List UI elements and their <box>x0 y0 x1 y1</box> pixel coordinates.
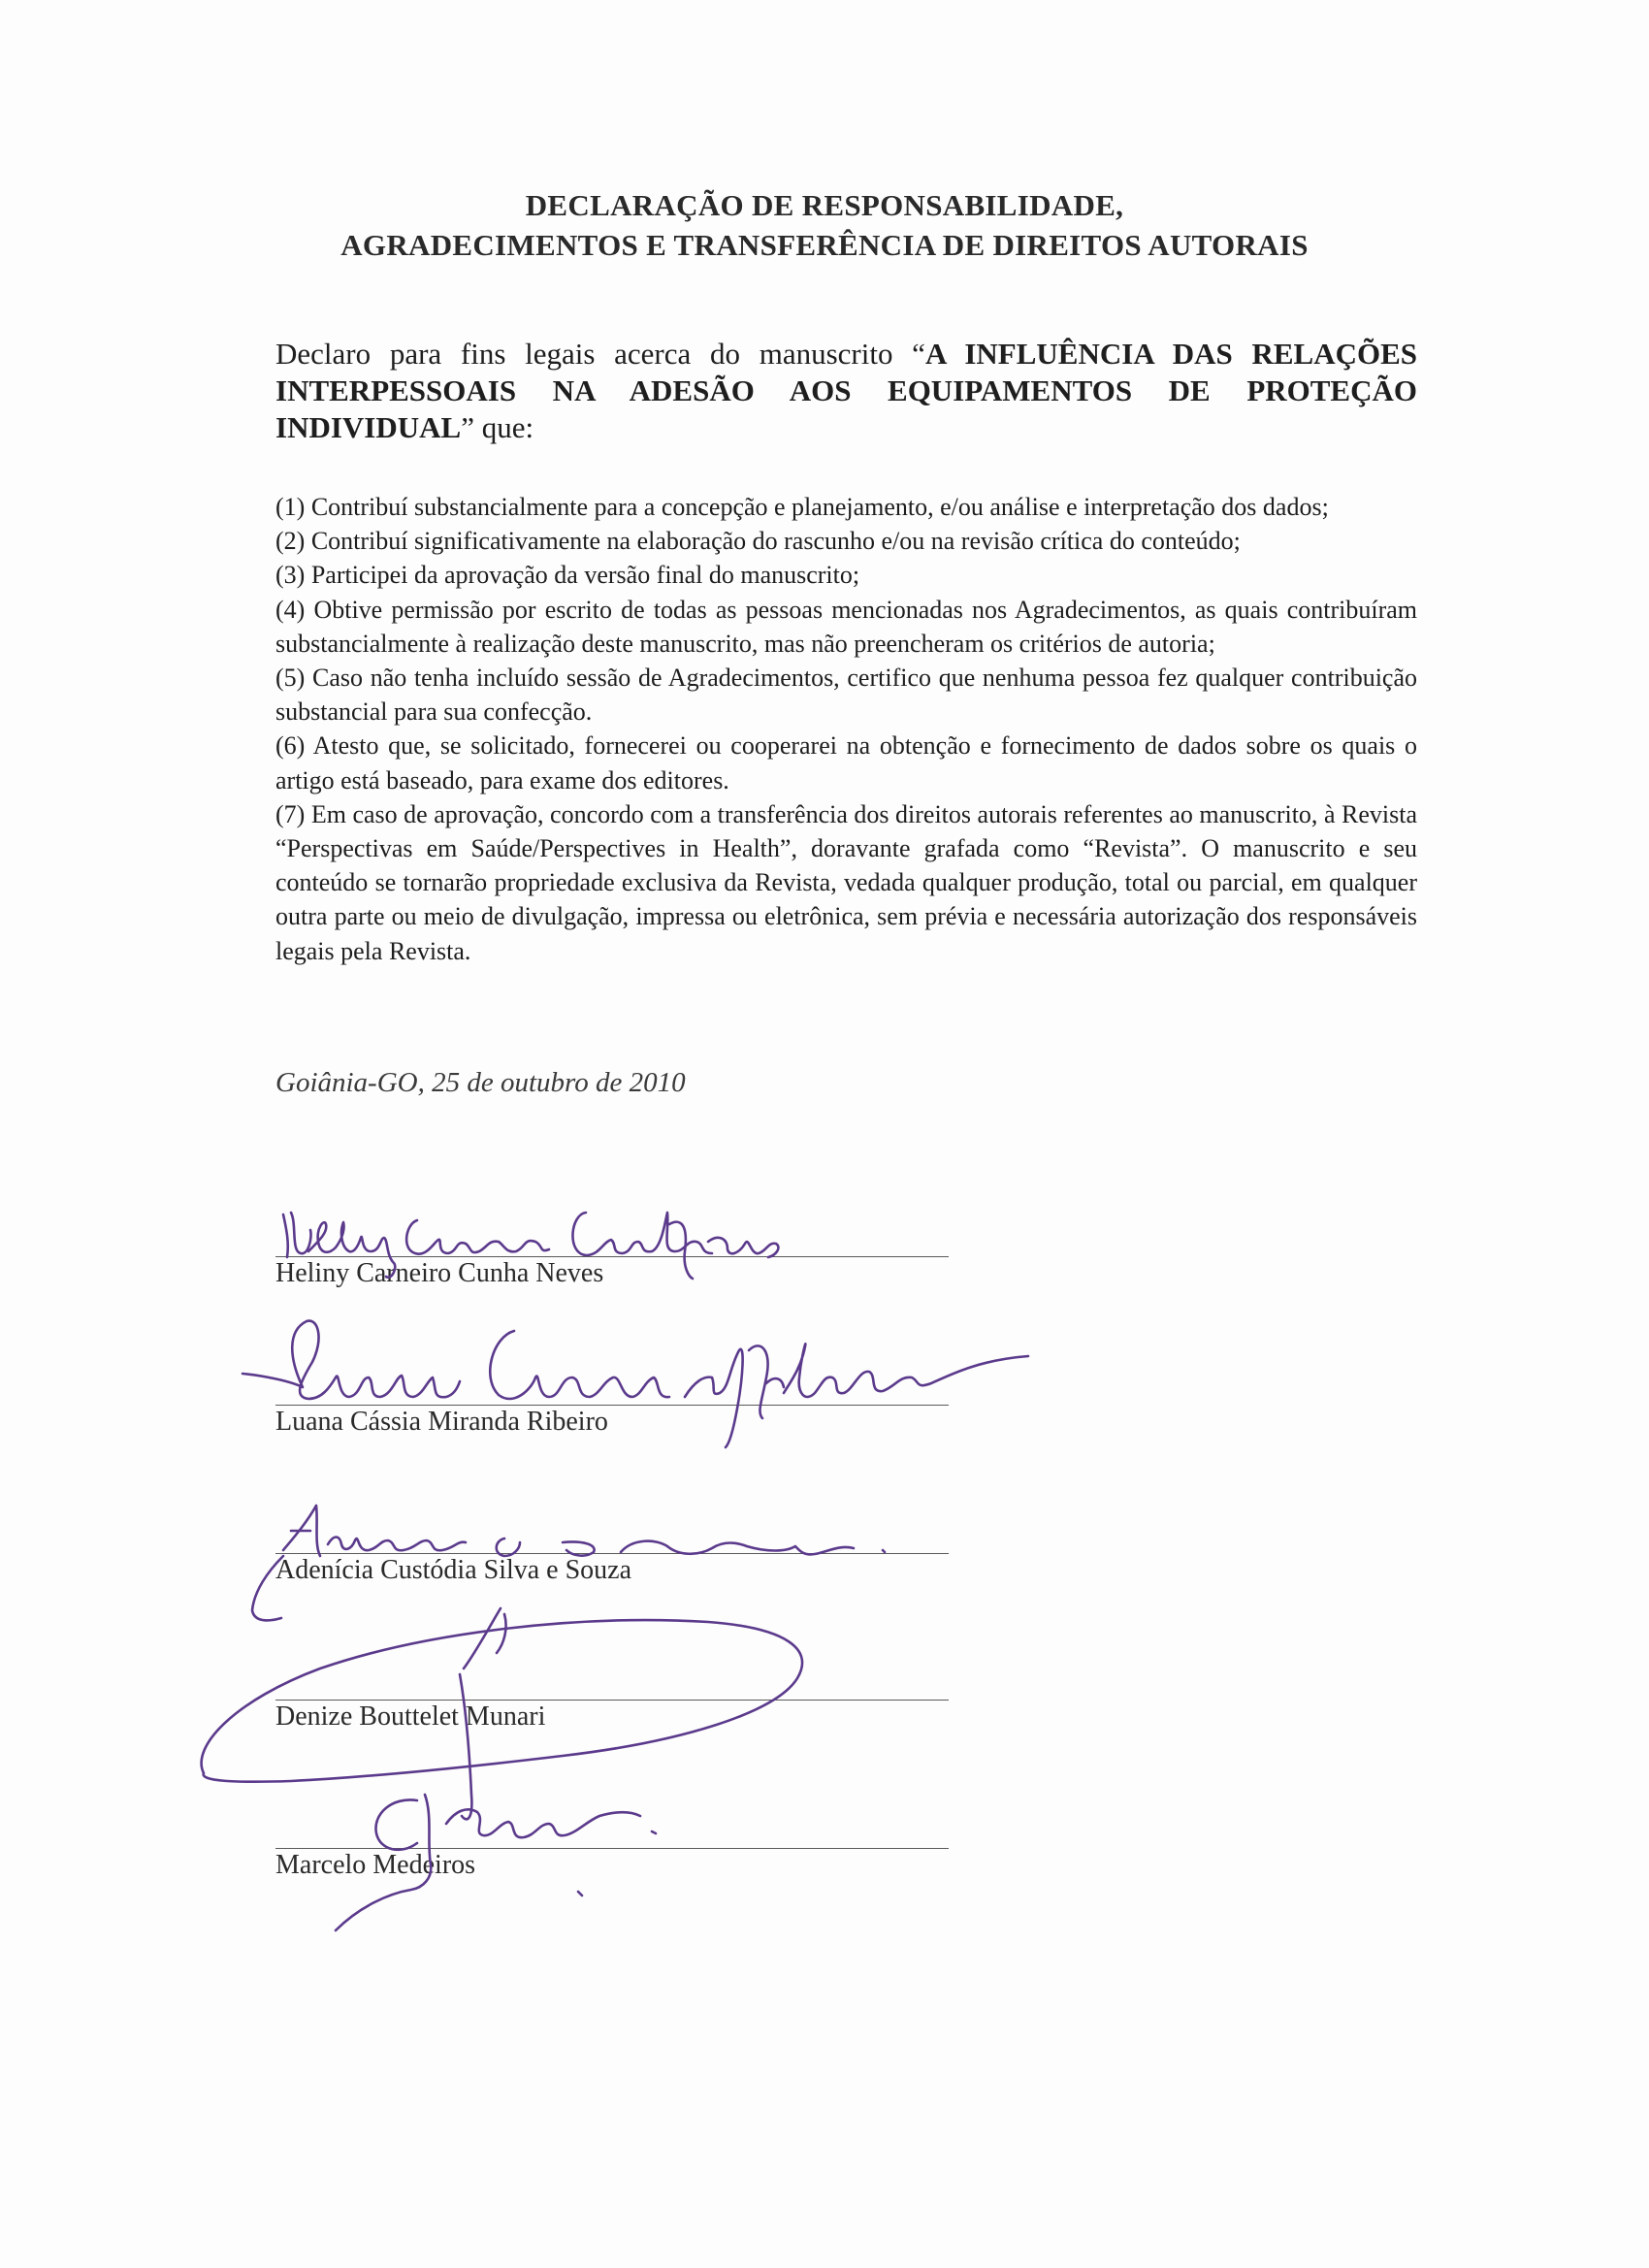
declaration-item: (2) Contribuí significativamente na elaboração do rascunho e/ou na revisão crítica do conteúdo; <box>275 527 1241 556</box>
intro-prefix: Declaro para fins legais acerca do manuscrito “ <box>275 337 925 371</box>
declaration-items <box>275 490 1417 968</box>
declaration-item: (5) Caso não tenha incluído sessão de Agradecimentos, certifico que nenhuma pessoa fez qualquer contribuição substancial para sua confecção. <box>275 664 1417 727</box>
signatory-name: Marcelo Medeiros <box>275 1850 476 1880</box>
signatory-name: Adenícia Custódia Silva e Souza <box>275 1555 632 1585</box>
declaration-item: (1) Contribuí substancialmente para a concepção e planejamento, e/ou análise e interpretação dos dados; <box>275 493 1329 521</box>
signature-line <box>275 1256 949 1257</box>
declaration-intro <box>275 336 1417 446</box>
signature-line <box>275 1700 949 1701</box>
declaration-item: (7) Em caso de aprovação, concordo com a transferência dos direitos autorais referentes ao manuscrito, à Revista “Perspectivas em Saúde/Perspectives in Health”, doravante grafada como “Revista”. O manuscrito e seu conteúdo se tornarão propriedade exclusiva da Revista, vedada qualquer produção, total ou parcial, em qualquer outra parte ou meio de divulgação, impressa ou eletrônica, sem prévia e necessária autorização dos responsáveis legais pela Revista. <box>275 799 1417 965</box>
signatory-name: Heliny Carneiro Cunha Neves <box>275 1258 604 1288</box>
signatory-name: Denize Bouttelet Munari <box>275 1701 546 1732</box>
intro-suffix: ” que: <box>461 410 534 444</box>
manuscript-title: A INFLUÊNCIA DAS RELAÇÕES INTERPESSOAIS NA ADESÃO AOS EQUIPAMENTOS DE PROTEÇÃO INDIVIDUAL <box>275 337 1418 444</box>
declaration-item: (3) Participei da aprovação da versão final do manuscrito; <box>275 561 860 590</box>
declaration-item: (4) Obtive permissão por escrito de todas as pessoas mencionadas nos Agradecimentos, as quais contribuíram substancialmente à realização deste manuscrito, mas não preencheram os critérios de autoria; <box>275 595 1417 658</box>
document-title-line-2: AGRADECIMENTOS E TRANSFERÊNCIA DE DIREITOS AUTORAIS <box>340 228 1309 262</box>
declaration-item: (6) Atesto que, se solicitado, fornecerei ou cooperarei na obtenção e fornecimento de dados sobre os quais o artigo está baseado, para exame dos editores. <box>275 731 1417 794</box>
signature-line <box>275 1848 949 1849</box>
document-title-line-1: DECLARAÇÃO DE RESPONSABILIDADE, <box>525 188 1124 222</box>
place-and-date: Goiânia-GO, 25 de outubro de 2010 <box>275 1067 686 1098</box>
signature-line <box>275 1405 949 1406</box>
signature-line <box>275 1553 949 1554</box>
signatory-name: Luana Cássia Miranda Ribeiro <box>275 1407 608 1437</box>
